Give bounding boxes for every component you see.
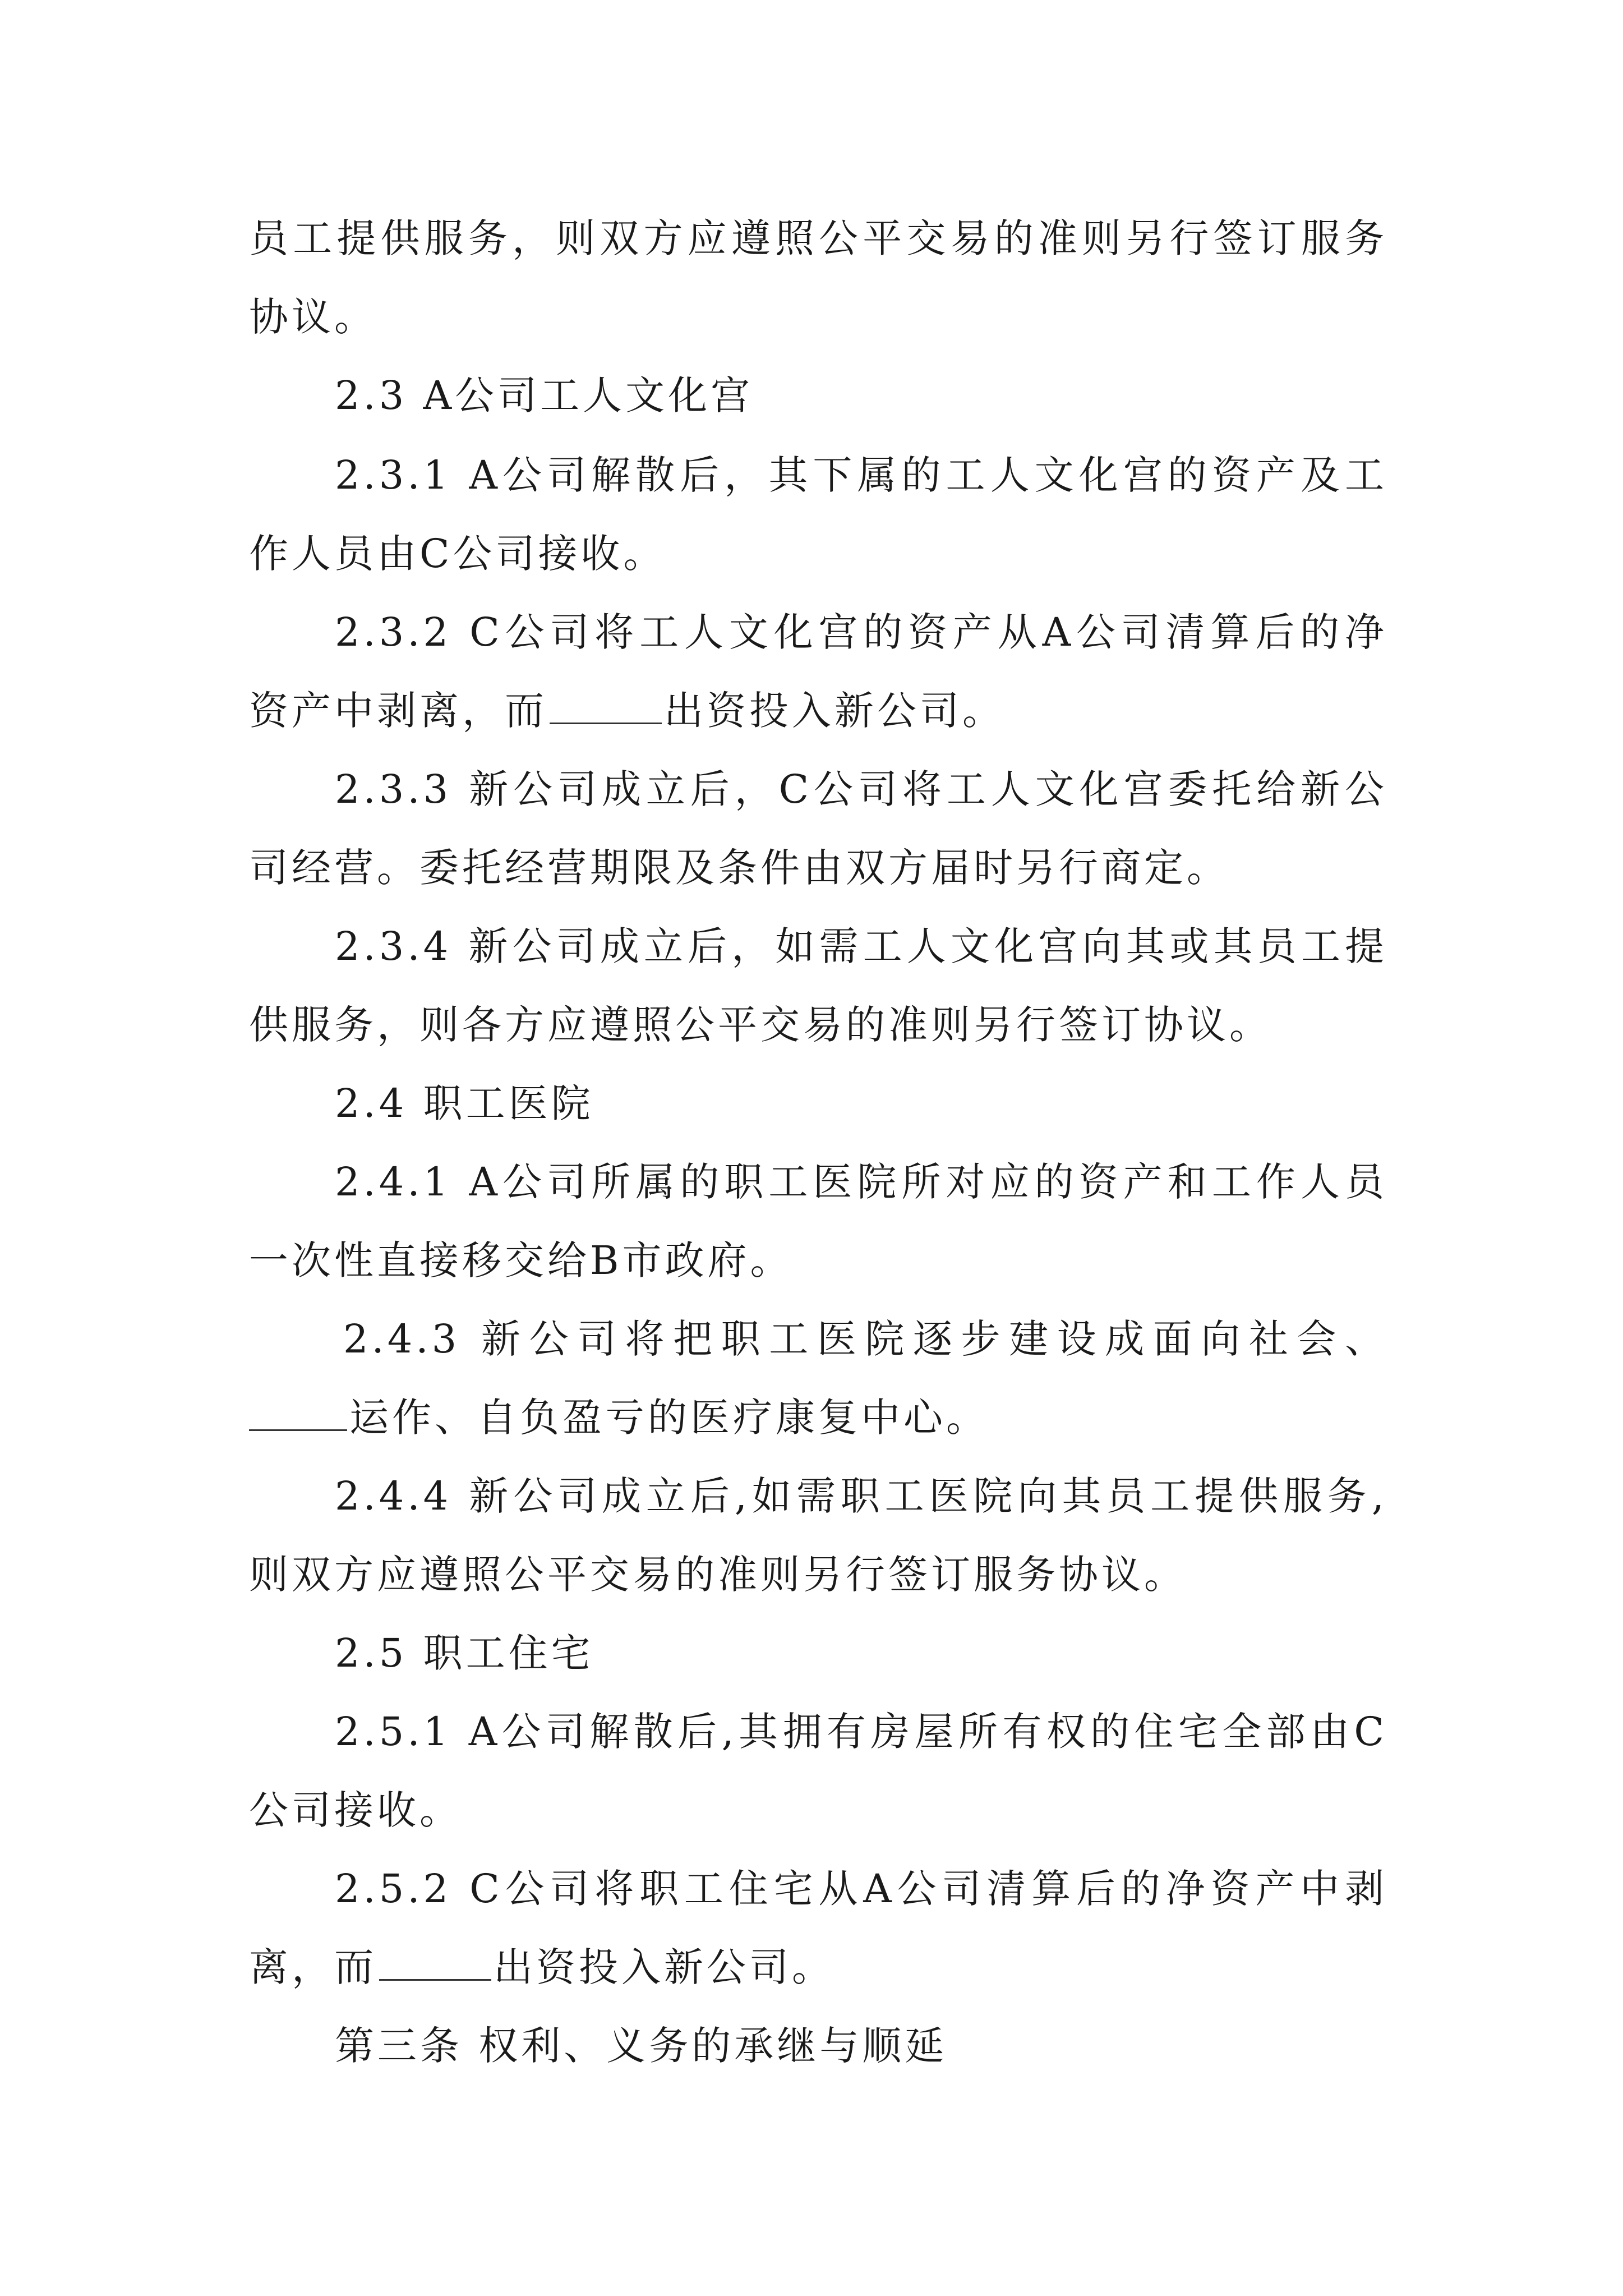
- paragraph-line: 一次性直接移交给B市政府。: [249, 1237, 793, 1283]
- paragraph-line: 2.4.4 新公司成立后,如需职工医院向其员工提供服务,: [335, 1473, 1387, 1519]
- paragraph-line: 协议。: [249, 294, 377, 340]
- paragraph-line: 2.3.4 新公司成立后，如需工人文化宫向其或其员工提: [335, 923, 1387, 969]
- fill-in-blank[interactable]: [379, 1944, 491, 1981]
- fill-in-blank[interactable]: [550, 688, 662, 724]
- paragraph-line: [249, 1928, 1387, 2007]
- paragraph-line: 供服务，则各方应遵照公平交易的准则另行签订协议。: [249, 1002, 1272, 1048]
- text-segment: 资产中剥离，而: [249, 688, 547, 734]
- paragraph-line: 员工提供服务，则双方应遵照公平交易的准则另行签订服务: [249, 215, 1387, 261]
- section-heading: 2.4 职工医院: [335, 1080, 594, 1126]
- paragraph-line: 司经营。委托经营期限及条件由双方届时另行商定。: [249, 845, 1229, 891]
- text-segment: 运作、自负盈亏的医疗康复中心。: [349, 1395, 989, 1441]
- paragraph-line: 2.3.1 A公司解散后，其下属的工人文化宫的资产及工: [335, 452, 1387, 498]
- paragraph-line: 2.5.1 A公司解散后,其拥有房屋所有权的住宅全部由C: [335, 1709, 1387, 1755]
- paragraph-line: 2.3.3 新公司成立后，C公司将工人文化宫委托给新公: [335, 766, 1387, 812]
- paragraph-line: 则双方应遵照公平交易的准则另行签订服务协议。: [249, 1552, 1187, 1598]
- fill-in-blank[interactable]: [249, 1395, 347, 1431]
- paragraph-line: 作人员由C公司接收。: [249, 531, 666, 577]
- text-segment: 出资投入新公司。: [664, 688, 1005, 734]
- section-heading: 2.3 A公司工人文化宫: [335, 372, 754, 418]
- paragraph-line: 2.5.2 C公司将职工住宅从A公司清算后的净资产中剥: [335, 1866, 1387, 1912]
- text-segment: 出资投入新公司。: [494, 1944, 834, 1990]
- paragraph-line: 2.3.2 C公司将工人文化宫的资产从A公司清算后的净: [335, 609, 1387, 655]
- paragraph-line: [249, 671, 1387, 750]
- paragraph-line: 公司接收。: [249, 1787, 462, 1833]
- paragraph-line: [249, 1378, 1387, 1457]
- paragraph-line: 2.4.1 A公司所属的职工医院所对应的资产和工作人员: [335, 1159, 1387, 1205]
- section-heading: 2.5 职工住宅: [335, 1630, 594, 1676]
- article-heading: 第三条 权利、义务的承继与顺延: [335, 2023, 948, 2069]
- paragraph-line: 2.4.3 新公司将把职工医院逐步建设成面向社会、: [343, 1316, 1387, 1362]
- text-segment: 离，而: [249, 1944, 377, 1990]
